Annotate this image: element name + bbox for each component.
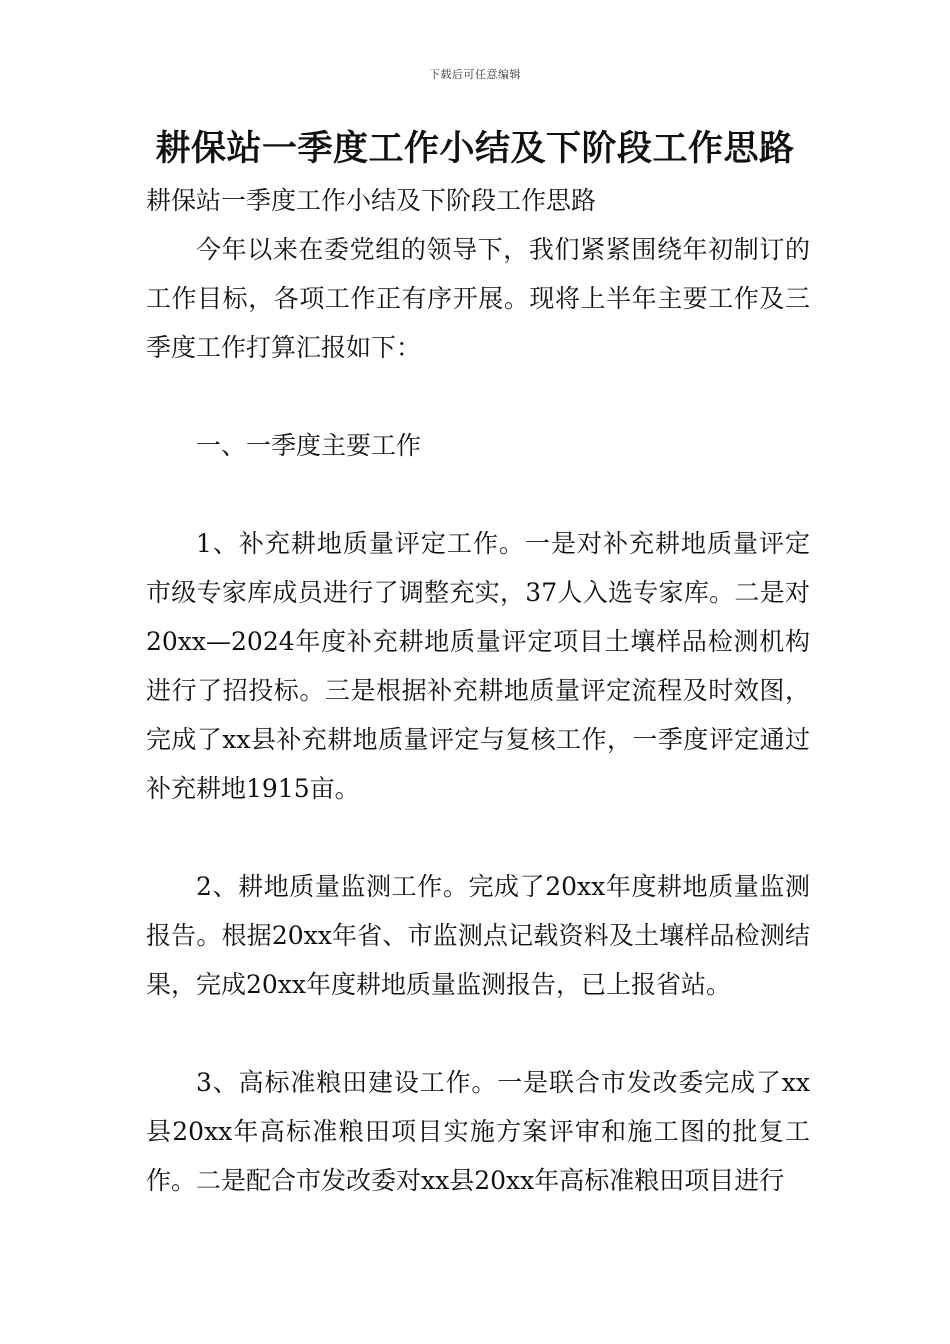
document-subtitle: 耕保站一季度工作小结及下阶段工作思路 bbox=[146, 186, 597, 215]
header-note: 下载后可任意编辑 bbox=[429, 68, 521, 81]
item-paragraph-2: 2、耕地质量监测工作。完成了20xx年度耕地质量监测报告。根据20xx年省、市监测点记载资料及土壤样品检测结果，完成20xx年度耕地质量监测报告，已上报省站。 bbox=[146, 872, 810, 999]
intro-paragraph: 今年以来在委党组的领导下，我们紧紧围绕年初制订的工作目标，各项工作正有序开展。现将上半年主要工作及三季度工作打算汇报如下： bbox=[146, 235, 810, 362]
item-paragraph-3: 3、高标准粮田建设工作。一是联合市发改委完成了xx县20xx年高标准粮田项目实施方案评审和施工图的批复工作。二是配合市发改委对xx县20xx年高标准粮田项目进行 bbox=[146, 1068, 810, 1195]
document-body bbox=[146, 176, 810, 1205]
item-paragraph-1: 1、补充耕地质量评定工作。一是对补充耕地质量评定市级专家库成员进行了调整充实，37人入选专家库。二是对20xx—2024年度补充耕地质量评定项目土壤样品检测机构进行了招投标。三是根据补充耕地质量评定流程及时效图，完成了xx县补充耕地质量评定与复核工作，一季度评定通过补充耕地1915亩。 bbox=[146, 529, 810, 803]
section-heading-1: 一、一季度主要工作 bbox=[196, 431, 422, 460]
document-title: 耕保站一季度工作小结及下阶段工作思路 bbox=[155, 128, 795, 169]
